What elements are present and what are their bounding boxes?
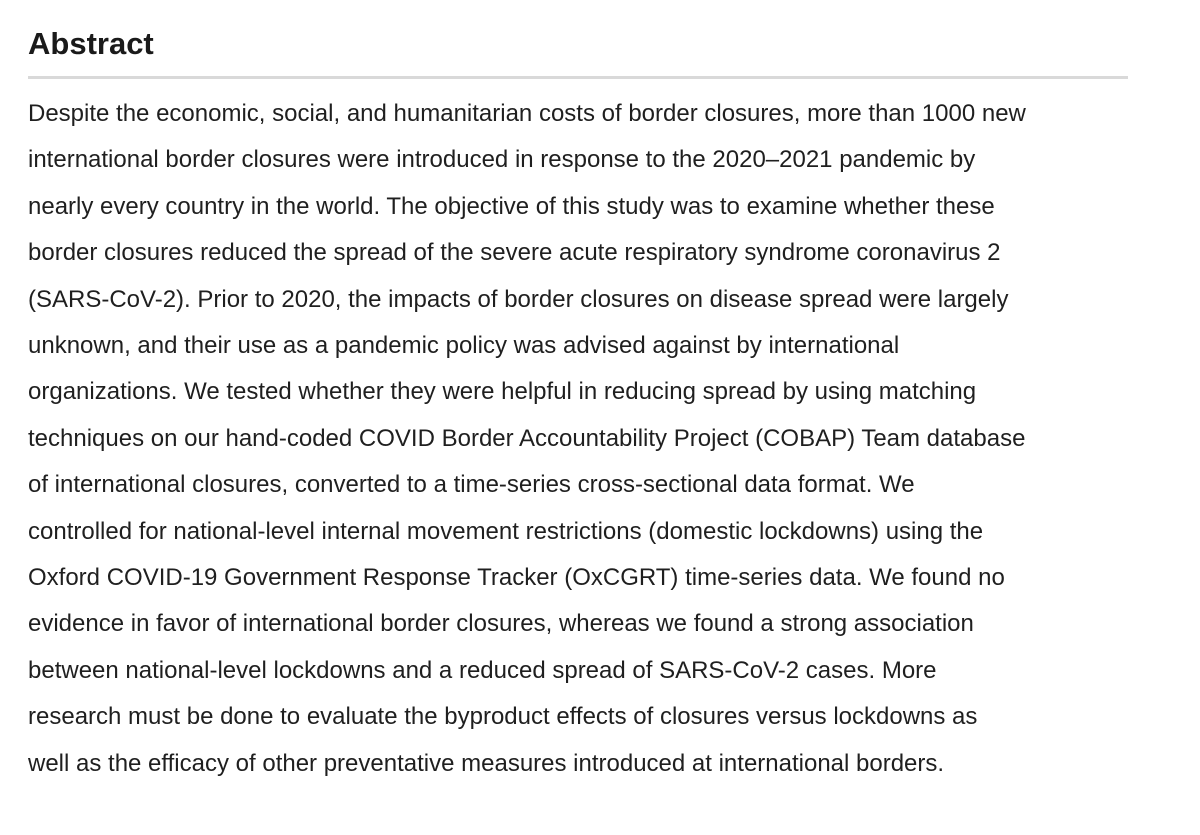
abstract-line: nearly every country in the world. The objective of this study was to examine whether these: [28, 192, 995, 220]
abstract-line: controlled for national-level internal movement restrictions (domestic lockdowns) using the: [28, 517, 984, 545]
abstract-line: well as the efficacy of other preventative measures introduced at international borders.: [28, 749, 945, 777]
abstract-line: international border closures were introduced in response to the 2020–2021 pandemic by: [28, 146, 976, 174]
abstract-line: Oxford COVID-19 Government Response Tracker (OxCGRT) time-series data. We found no: [28, 564, 1005, 592]
abstract-line: border closures reduced the spread of the severe acute respiratory syndrome coronavirus 2: [28, 239, 1001, 267]
abstract-line: unknown, and their use as a pandemic policy was advised against by international: [28, 332, 900, 360]
abstract-body: [28, 91, 1128, 787]
abstract-line: organizations. We tested whether they were helpful in reducing spread by using matching: [28, 378, 977, 406]
abstract-line: Despite the economic, social, and humanitarian costs of border closures, more than 1000 new: [28, 100, 1026, 127]
abstract-line: of international closures, converted to a time-series cross-sectional data format. We: [28, 471, 915, 499]
abstract-line: techniques on our hand-coded COVID Border Accountability Project (COBAP) Team database: [28, 424, 1026, 452]
abstract-heading: Abstract: [28, 24, 1128, 79]
abstract-line: between national-level lockdowns and a reduced spread of SARS-CoV-2 cases. More: [28, 656, 937, 684]
abstract-section: [28, 24, 1128, 787]
abstract-line: research must be done to evaluate the byproduct effects of closures versus lockdowns as: [28, 703, 978, 731]
abstract-line: evidence in favor of international border closures, whereas we found a strong association: [28, 610, 974, 638]
abstract-line: (SARS-CoV-2). Prior to 2020, the impacts of border closures on disease spread were largely: [28, 285, 1009, 313]
